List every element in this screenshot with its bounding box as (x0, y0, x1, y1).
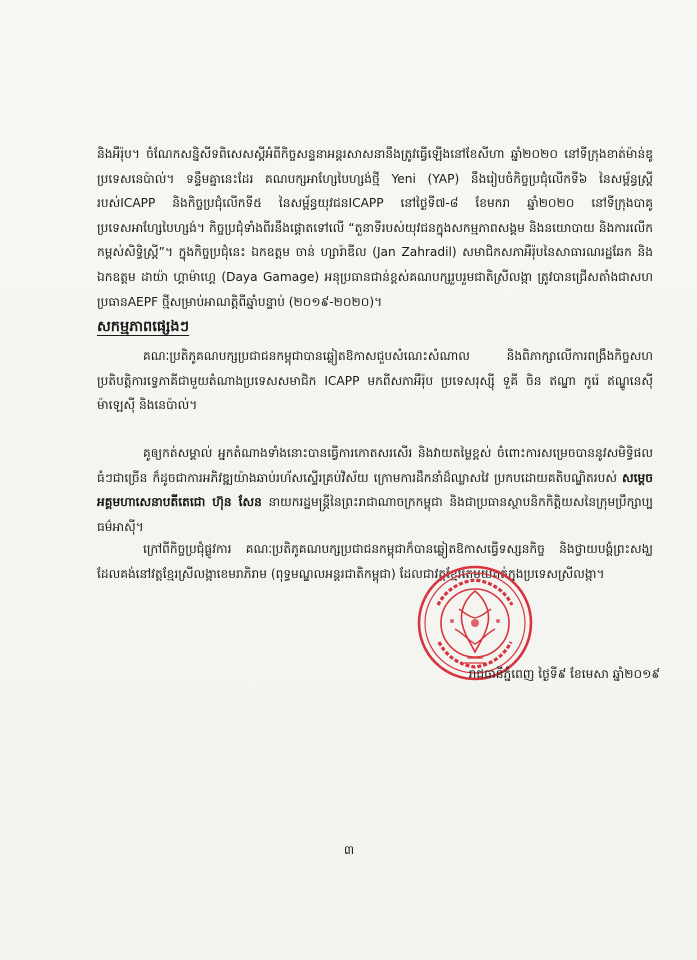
page-number: ៣ (343, 843, 355, 857)
paragraph-temple-visit (97, 537, 653, 586)
paragraph-text: គណៈប្រតិភូគណបក្សប្រជាជនកម្ពុជាបានឆ្លៀតឱកាសជួបសំណេះសំណាល និងពិភាក្សាលើការពង្រឹងកិច្ចសហប្រតិបត្តិការទ្វេភាគីជាមួយតំណាងប្រទេសសមាជិក ICAPP មកពីសភាអឺរ៉ុប ប្រទេសរុស្ស៊ី ទួគី ចិន ឥណ្ឌា កូរ៉េ ឥណ្ឌូនេស៊ី ម៉ាឡេស៊ី និងនេប៉ាល់។ (97, 349, 653, 413)
paragraph-text: ក្រៅពីកិច្ចប្រជុំផ្លូវការ គណៈប្រតិភូគណបក្សប្រជាជនកម្ពុជាក៏បានឆ្លៀតឱកាសធ្វើទស្សនកិច្ច និងថ្វាយបង្គំព្រះសង្ឃ ដែលគង់នៅវត្តខ្មែរស្រីលង្កាខេមរាភិរាម (ពុទ្ធមណ្ឌលអន្តរជាតិកម្ពុជា) ដែលជាវត្តខ្មែរតែមួយគត់ក្នុងប្រទេសស្រីលង្កា។ (97, 542, 653, 581)
document-dateline: រាជធានីភ្នំពេញ ថ្ងៃទី៩ ខែមេសា ឆ្នាំ២០១៩ (468, 667, 660, 681)
section-heading-other-activities: សកម្មភាពផ្សេងៗ (97, 319, 190, 335)
paragraph-text: និងអឺរ៉ុប។ ចំណែកសន្និសីទពិសេសស្តីអំពីកិច្ចសន្ទនាអន្តរសាសនានឹងត្រូវធ្វើឡើងនៅខែសីហា ឆ្នាំ២០២០ នៅទីក្រុងខាត់ម៉ាន់ឌូ ប្រទេសនេប៉ាល់។ ទន្ទឹមគ្នានេះដែរ គណបក្សអាហ្សែបៃហ្សង់ថ្មី Yeni (YAP) នឹងរៀបចំកិច្ចប្រជុំលើកទី៦ នៃសម្ព័ន្ធស្ត្រីរបស់ICAPP និងកិច្ចប្រជុំលើកទី៥ នៃសម្ព័ន្ធយុវជនICAPP នៅថ្ងៃទី៧-៨ ខែមករា ឆ្នាំ២០២០ នៅទីក្រុងបាគូ ប្រទេសអាហ្សែបៃហ្សង់។ កិច្ចប្រជុំទាំងពីរនឹងផ្តោតទៅលើ “តួនាទីរបស់យុវជនក្នុងសកម្មភាពសង្គម និងនយោបាយ និងការលើកកម្ពស់សិទ្ធិស្ត្រី”។ ក្នុងកិច្ចប្រជុំនេះ ឯកឧត្តម ចាន់ ហ្សារ៉ាឌីល (Jan Zahradil) សមាជិកសភាអឺរ៉ុបនៃសាធារណរដ្ឋឆែក និងឯកឧត្តម ដាយ៉ា ហ្គាម៉ាហ្គេ (Daya Gamage) អនុប្រធានជាន់ខ្ពស់គណបក្សរួបរួមជាតិស្រីលង្កា ត្រូវបានជ្រើសតាំងជាសហប្រធានAEPF ថ្មីសម្រាប់អាណត្តិពីឆ្នាំបន្ទាប់ (២០១៩-២០២០)។ (97, 147, 653, 309)
prime-minister-name: សម្តេចអគ្គមហាសេនាបតីតេជោ ហ៊ុន សែន (97, 470, 653, 510)
paragraph-text (97, 441, 653, 539)
paragraph-bilateral-meetings (97, 344, 653, 418)
paragraph-text-start: គូឲ្យកត់សម្គាល់ អ្នកតំណាងទាំងនោះបានធ្វើការកោតសរសើរ និងវាយតម្លៃខ្ពស់ ចំពោះការសម្រេចបាននូវសមិទ្ធិផលធំៗជាច្រើន ក៏ដូចជាការអភិវឌ្ឍយ៉ាងឆាប់រហ័សស្ទើរគ្រប់វិស័យ ក្រោមការដឹកនាំដ៏ឈ្លាសវៃ ប្រកបដោយគតិបណ្ឌិតរបស់ (97, 446, 653, 485)
paragraph-aepf-meetings (97, 142, 653, 314)
paragraph-text-end: នាយករដ្ឋមន្ត្រីនៃព្រះរាជាណាចក្រកម្ពុជា និងជាប្រធានស្ថាបនិកកិត្តិយសនៃក្រុមប្រឹក្សាប្បធម៌អាស៊ី។ (97, 495, 653, 534)
paragraph-praise-leadership (97, 441, 653, 539)
